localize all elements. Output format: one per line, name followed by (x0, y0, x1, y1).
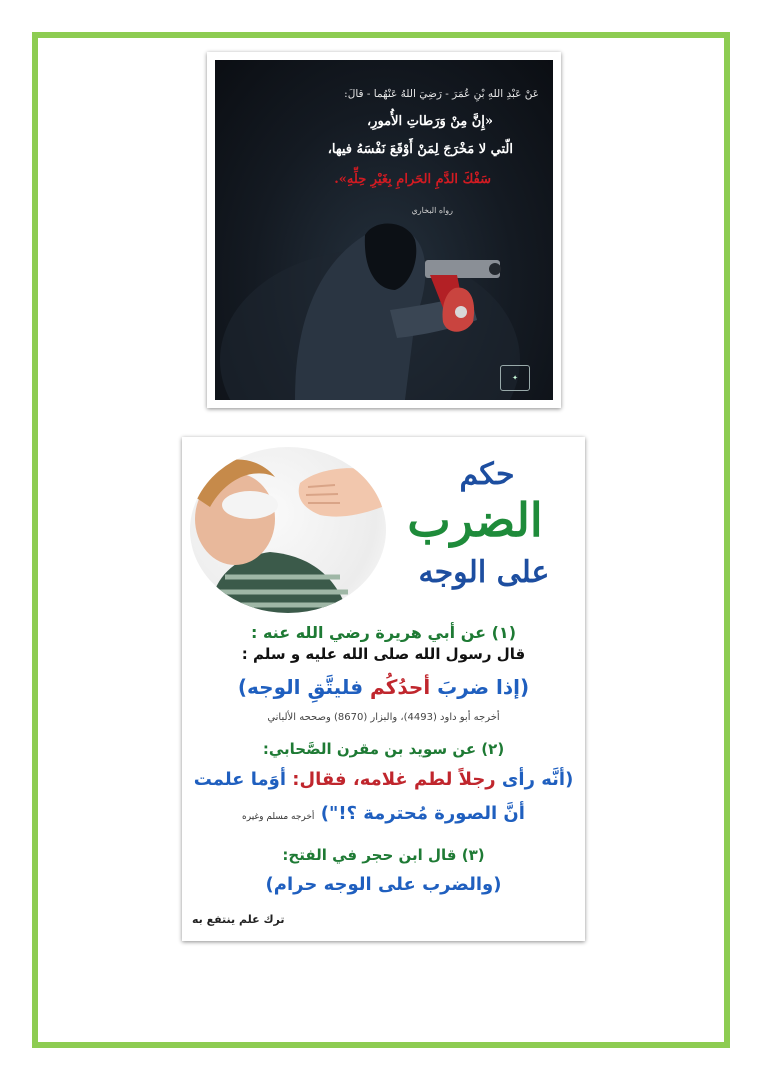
narration-intro: عَنْ عَبْدِ اللهِ بْنِ عُمَرَ - رَضِيَ اللهُ عَنْهُما - قالَ: (344, 88, 539, 100)
hadith-line-3: سَفْكَ الدَّمِ الحَرامِ بِغَيْرِ حِلِّهِ». (334, 172, 491, 187)
quote-part: فليتَّقِ الوجه) (237, 675, 364, 699)
hadith-line-1: «إِنَّ مِنْ وَرَطاتِ الأُمورِ، (366, 114, 493, 129)
hooded-figure-illustration (215, 60, 553, 400)
hadith-line-2: الّتي لا مَخْرَجَ لِمَنْ أَوْقَعَ نَفْسَهُ فيها، (327, 142, 513, 157)
narration-1-intro: (١) عن أبي هريرة رضي الله عنه : (251, 623, 516, 642)
quote-highlight: أحدُكُم (363, 675, 431, 699)
quote-highlight: رجلاً لطم غلامه، فقال: (286, 769, 496, 790)
narration-2-source: أخرجه مسلم وغيره (242, 812, 315, 822)
poster-title-top: حكم (459, 457, 515, 492)
quote-part: (إذا ضربَ (430, 675, 530, 699)
narration-1-prophet-line: قال رسول الله صلى الله عليه و سلم : (241, 645, 526, 663)
ruling-poster (182, 437, 585, 941)
poster-footer-signature: ترك علم ينتفع به (192, 913, 285, 926)
publisher-logo-icon: ✦ (500, 365, 530, 391)
poster-title-bottom: على الوجه (418, 555, 550, 590)
narration-1-source: أخرجه أبو داود (4493)، والبزار (8670) وصححه الألباني (267, 712, 500, 723)
narration-3-intro: (٣) قال ابن حجر في الفتح: (282, 846, 485, 864)
poster-dark-background (215, 60, 553, 400)
narration-2-quote-line-2 (182, 803, 585, 824)
boy-and-hand-illustration (190, 447, 386, 613)
narration-1-quote (182, 675, 585, 699)
quote-part: أوَما علمت (193, 769, 286, 790)
quote-part: (أنَّه رأى (495, 769, 574, 790)
narration-2-intro: (٢) عن سويد بن مقرن الصَّحابي: (262, 740, 505, 758)
hadith-source: رواه البخاري (411, 206, 453, 215)
quote-part: أنَّ الصورة مُحترمة ؟!") (320, 803, 525, 824)
hadith-poster-image (207, 52, 561, 408)
narration-2-quote-line-1 (182, 769, 585, 790)
poster-title-main: الضرب (407, 493, 543, 547)
narration-3-quote: (والضرب على الوجه حرام) (265, 874, 502, 895)
slap-illustration-photo (190, 447, 386, 613)
